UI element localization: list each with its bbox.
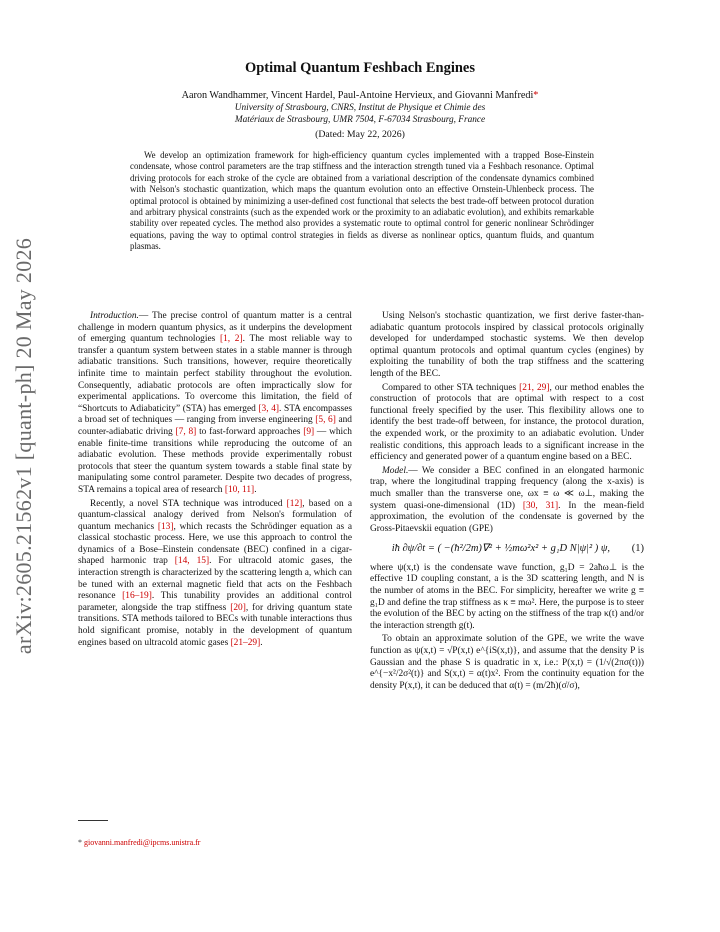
arxiv-stamp-text: arXiv:2605.21562v1 [quant-ph] 20 May 2026 — [11, 237, 36, 655]
citation-link[interactable]: [21–29] — [230, 637, 261, 648]
text-run: — We consider a BEC confined in an elongated harmonic trap, where the longitudinal trapping frequency (along the x-axis) is much smaller than the transverse one, ωx ≡ ω ≪ ω⊥, making the system quasi-one-dimensional (1D) — [370, 465, 644, 511]
text-run: and counter-adiabatic driving — [78, 415, 352, 437]
affiliation-line-2: Matériaux de Strasbourg, UMR 7504, F-67034 Strasbourg, France — [234, 115, 486, 125]
citation-link[interactable]: [21, 29] — [519, 382, 550, 393]
footnote-mark: * — [78, 838, 82, 847]
abstract: We develop an optimization framework for high-efficiency quantum cycles implemented with a trapped Bose-Einstein condensate, whose control parameters are the trap stiffness and the interaction strength tuned via a Feshbach resonance. Optimal driving protocols for each stroke of the cycle are obtained from a variational description of the condensate dynamics combined with Nelson's stochastic quantization, which maps the quantum evolution onto an effective Ornstein-Uhlenbeck process. The optimal protocol is obtained by minimizing a user-defined cost functional that selects the best trade-off between protocol duration and arbitrary physical constraints (such as the expended work or the proximity to an adiabatic evolution), and exhibits remarkable stability over repeated cycles. The method also provides a systematic route to optimal control for generic nonlinear Schrödinger equations, paving the way to optimal control strategies in fields as diverse as nonlinear optics, quantum fluids, and quantum plasmas. — [130, 150, 594, 252]
text-run: to fast-forward approaches — [196, 426, 304, 437]
text-run: . In the mean-field approximation, the evolution of the condensate is governed by the Gross-Pitaevskii equation (GPE) — [370, 500, 645, 534]
text-run: . This tunability provides an additional control parameter, alongside the trap stiffness — [78, 591, 352, 613]
section-lead-introduction: Introduction. — [90, 311, 139, 321]
paragraph-where: where ψ(x,t) is the condensate wave function, g₁D = 2aħω⊥ is the effective 1D coupling constant, a is the 3D scattering length, and N is the number of atoms in the BEC. For simplicity, hereafter we write g ≡ g₁D and define the trap stiffness as κ ≡ mω². Here, the purpose is to steer the evolution of the BEC by acting on the stiffness of the trap κ(t) and/or the interaction strength g(t). — [370, 562, 644, 631]
arxiv-stamp — [6, 236, 42, 656]
footnote — [78, 838, 200, 847]
text-run: . — [254, 484, 257, 495]
citation-link[interactable]: [12] — [286, 498, 303, 509]
equation-body: iħ ∂ψ/∂t = ( −(ħ²/2m)∇² + ½mω²x² + g₁D N|ψ|² ) ψ, — [391, 543, 611, 555]
equation-number: (1) — [631, 543, 644, 555]
section-lead-model: Model. — [382, 465, 409, 476]
text-run: , for driving quantum state transitions. STA methods tailored to BECs with tunable interactions thus hold significant promise, notably in the development of quantum engines based on ultracold atomic gases — [78, 602, 352, 648]
author-names: Aaron Wandhammer, Vincent Hardel, Paul-Antoine Hervieux, and Giovanni Manfredi — [181, 90, 534, 101]
paragraph-compared — [370, 383, 644, 464]
author-footnote-link[interactable]: * — [533, 90, 539, 101]
text-run: . The most reliable way to transfer a quantum system between states in a stable manner is through adiabatic transitions. Such transitions, however, require theoretically infinite time to maintain perfect stability throughout the evolution. Consequently, adiabatic protocols are often impractically slow for experimental applications. To overcome this limitation, the field of “Shortcuts to Adiabaticity” (STA) has emerged — [78, 334, 353, 414]
text-run: — The precise control of quantum matter is a central challenge in modern quantum physics, as it underpins the development of emerging quantum technologies — [78, 311, 352, 345]
left-column — [78, 311, 352, 651]
citation-link[interactable]: [10, 11] — [224, 484, 255, 495]
affiliation-line-1: University of Strasbourg, CNRS, Institut de Physique et Chimie des — [234, 103, 486, 113]
footnote-rule — [78, 820, 108, 821]
citation-link[interactable]: [1, 2] — [219, 334, 243, 345]
paragraph-approx-solution: To obtain an approximate solution of the GPE, we write the wave function as ψ(x,t) = √P(x,t) e^{iS(x,t)}, and assume that the density P is Gaussian and the phase S is quadratic in x, i.e.: P(x,t) = (1/√(2πσ(t))) e^{−x²/2σ²(t)} and S(x,t) = α(t)x². From the continuity equation for the density P(x,t), it can be deduced that α(t) = (m/2ħ)(σ̇/σ), — [370, 634, 644, 691]
citation-link[interactable]: [16–19] — [122, 591, 152, 602]
author-list — [90, 89, 630, 102]
text-run: Recently, a novel STA technique was introduced — [90, 498, 287, 509]
text-run: . — [260, 637, 263, 648]
paragraph-introduction — [78, 311, 352, 497]
footnote-email-link[interactable]: giovanni.manfredi@ipcms.unistra.fr — [84, 838, 201, 847]
text-run: . For ultracold atomic gases, the interaction strength is characterized by the scattering length a, which can be tuned with an external magnetic field that acts on the Feshbach resonance — [78, 556, 352, 602]
paragraph-recently — [78, 499, 352, 650]
text-run: Compared to other STA techniques — [382, 382, 520, 393]
text-run: . STA encompasses a broad set of techniques — ranging from inverse engineering — [78, 403, 352, 426]
citation-link[interactable]: [7, 8] — [175, 426, 197, 437]
citation-link[interactable]: [5, 6] — [315, 415, 336, 426]
citation-link[interactable]: [3, 4] — [258, 403, 280, 414]
paragraph-model — [370, 466, 644, 536]
text-run: , our method enables the construction of protocols that are optimal with respect to a cost functional freely specified by the user. This flexibility allows one to identify the best trade-off between, for instance, the protocol duration, the expended work, or the proximity to an adiabatic evolution. Under realistic conditions, this approach leads to a significant increase in the efficiency and generated power of a quantum engine based on a BEC. — [370, 382, 645, 463]
citation-link[interactable]: [14, 15] — [174, 556, 210, 567]
equation-gpe — [370, 543, 644, 555]
text-run: , which recasts the Schrödinger equation as a classical stochastic process. Here, we use this approach to control the dynamics of a Bose–Einstein condensate (BEC) confined in a cigar-shaped harmonic trap — [78, 521, 353, 567]
citation-link[interactable]: [20] — [230, 602, 246, 613]
paper-header — [90, 60, 630, 141]
citation-link[interactable]: [9] — [303, 426, 315, 437]
citation-link[interactable]: [30, 31] — [522, 500, 559, 511]
dated-line: (Dated: May 22, 2026) — [315, 129, 405, 140]
text-run: , based on a quantum-classical analogy derived from Nelson's formulation of quantum mechanics — [78, 498, 352, 532]
paper-title: Optimal Quantum Feshbach Engines — [244, 60, 476, 76]
citation-link[interactable]: [13] — [157, 521, 174, 532]
right-column — [370, 311, 644, 694]
paragraph-nelson: Using Nelson's stochastic quantization, we first derive faster-than-adiabatic quantum protocols inspired by classical protocols originally developed for underdamped stochastic systems. We then develop optimal quantum protocols and optimal quantum cycles (engines) by exploiting the tunability of both the trap stiffness and the scattering length of the BEC. — [370, 311, 644, 379]
text-run: — which enable finite-time transitions while reproducing the outcome of an adiabatic evolution. These methods provide experimentally robust protocols that steer the quantum system towards a stable final state by manipulating some control parameter. Despite two decades of progress, STA remains a topical area of research — [78, 426, 352, 495]
